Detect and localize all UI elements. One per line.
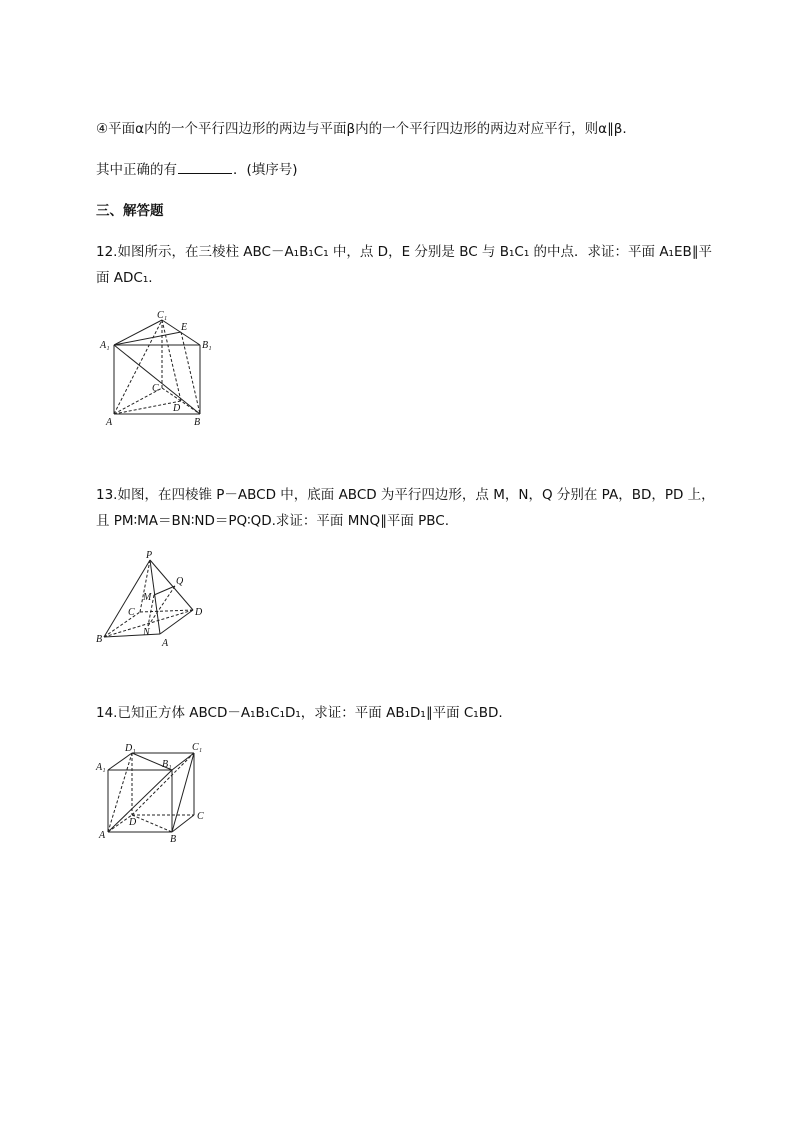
item-4-statement: ④平面α内的一个平行四边形的两边与平面β内的一个平行四边形的两边对应平行，则α∥β. — [96, 121, 627, 137]
label-a1: A₁ — [100, 340, 110, 351]
edge-a1c1 — [114, 320, 162, 345]
label-c: C — [152, 383, 159, 394]
label-c: C — [197, 811, 204, 822]
q13-text-line1: 13.如图，在四棱锥 P－ABCD 中，底面 ABCD 为平行四边形，点 M，N，Q 分别在 PA，BD，PD 上， — [96, 487, 715, 503]
label-a1: A₁ — [96, 762, 106, 773]
q13-text-line2: 且 PM∶MA＝BN∶ND＝PQ∶QD.求证：平面 MNQ∥平面 PBC. — [96, 513, 450, 529]
label-a: A — [106, 417, 113, 428]
edge-bc — [172, 815, 194, 832]
label-c1: C₁ — [192, 742, 203, 753]
edge-ba — [104, 634, 160, 637]
section-title: 三、解答题 — [96, 203, 164, 219]
edge-cd — [140, 610, 193, 612]
fill-in-prompt — [96, 161, 298, 179]
segment-db — [132, 815, 172, 832]
q12-text-line1: 12.如图所示，在三棱柱 ABC－A₁B₁C₁ 中，点 D，E 分别是 BC 与 B₁C₁ 的中点．求证：平面 A₁EB∥平 — [96, 244, 713, 260]
label-q: Q — [176, 576, 184, 587]
q12-prism-figure — [96, 308, 221, 433]
label-d: D — [129, 817, 137, 828]
label-b1: B₁ — [202, 340, 212, 351]
edge-ad — [160, 610, 193, 634]
label-b: B — [194, 417, 201, 428]
q13-pyramid-figure — [96, 550, 216, 650]
edge-pd — [150, 560, 193, 610]
label-p: P — [146, 550, 153, 561]
label-b: B — [96, 634, 103, 645]
label-c: C — [128, 607, 135, 618]
label-a: A — [99, 830, 106, 841]
label-c1: C₁ — [157, 310, 168, 321]
label-b: B — [170, 834, 177, 845]
label-d1: D₁ — [125, 743, 136, 754]
edge-cb — [162, 388, 200, 414]
fill-in-suffix: ．(填序号) — [233, 162, 298, 178]
edge-a1d1 — [108, 753, 132, 770]
q14-text-line1: 14.已知正方体 ABCD－A₁B₁C₁D₁，求证：平面 AB₁D₁∥平面 C₁BD. — [96, 705, 503, 721]
label-b1: B₁ — [162, 759, 172, 770]
segment-c1b — [172, 753, 194, 832]
label-m: M — [143, 592, 152, 603]
segment-ad — [114, 401, 181, 414]
label-d: D — [173, 403, 181, 414]
label-n: N — [143, 627, 150, 638]
fill-in-prefix: 其中正确的有 — [96, 162, 177, 178]
segment-a1b — [114, 345, 200, 414]
q14-cube-figure — [96, 740, 216, 845]
segment-eb — [181, 332, 200, 414]
label-a: A — [162, 638, 169, 649]
q12-text-line2: 面 ADC₁. — [96, 270, 153, 286]
label-e: E — [181, 322, 188, 333]
edge-pa — [150, 560, 160, 634]
answer-blank[interactable] — [178, 161, 232, 174]
label-d: D — [195, 607, 203, 618]
edge-b1c1 — [172, 753, 194, 770]
segment-ac1 — [114, 320, 162, 414]
segment-a1e — [114, 332, 181, 345]
